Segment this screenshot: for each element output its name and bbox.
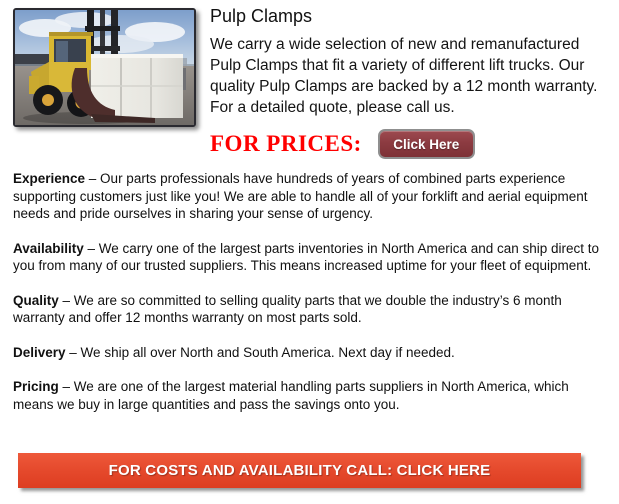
delivery-paragraph (13, 344, 609, 362)
costs-availability-banner[interactable] (18, 453, 581, 488)
experience-text: – Our parts professionals have hundreds of years of combined parts experience supporting customers just like you! We are able to handle all of your forklift and aerial equipment needs and pride ourselves in sharing your sense of urgency. (13, 171, 588, 221)
availability-paragraph (13, 240, 609, 275)
click-here-button[interactable]: Click Here (378, 129, 475, 159)
delivery-text: – We ship all over North and South America. Next day if needed. (65, 344, 455, 360)
page-title: Pulp Clamps (210, 6, 313, 26)
for-prices-label: FOR PRICES: (210, 131, 362, 156)
availability-term: Availability (13, 240, 84, 256)
availability-text: – We carry one of the largest parts inventories in North America and can ship direct to you from many of our trusted suppliers. This means increased uptime for your fleet of equipment. (13, 240, 600, 273)
prices-row (210, 129, 614, 159)
pricing-paragraph (13, 378, 609, 413)
pricing-term: Pricing (13, 379, 59, 394)
costs-availability-banner-label: FOR COSTS AND AVAILABILITY CALL: CLICK HERE (108, 462, 491, 479)
experience-term: Experience (13, 171, 86, 186)
quality-paragraph (13, 292, 609, 327)
delivery-term: Delivery (13, 344, 66, 360)
intro-paragraph: We carry a wide selection of new and remanufactured Pulp Clamps that fit a variety of different lift trucks. Our quality Pulp Clamps are backed by a 12 month warranty. For a detailed quote, please call us. (210, 36, 598, 116)
forklift-photo-illustration (15, 10, 194, 125)
hero-section (0, 0, 619, 170)
experience-paragraph (13, 170, 609, 223)
quality-term: Quality (13, 292, 59, 308)
hero-text-column (210, 6, 614, 159)
info-sections (13, 170, 609, 430)
pricing-text: – We are one of the largest material handling parts suppliers in North America, which means we buy in large quantities and pass the savings onto you. (13, 379, 569, 412)
quality-text: – We are so committed to selling quality parts that we double the industry’s 6 month warranty and offer 12 months warranty on most parts sold. (13, 292, 562, 325)
forklift-photo (13, 8, 196, 127)
